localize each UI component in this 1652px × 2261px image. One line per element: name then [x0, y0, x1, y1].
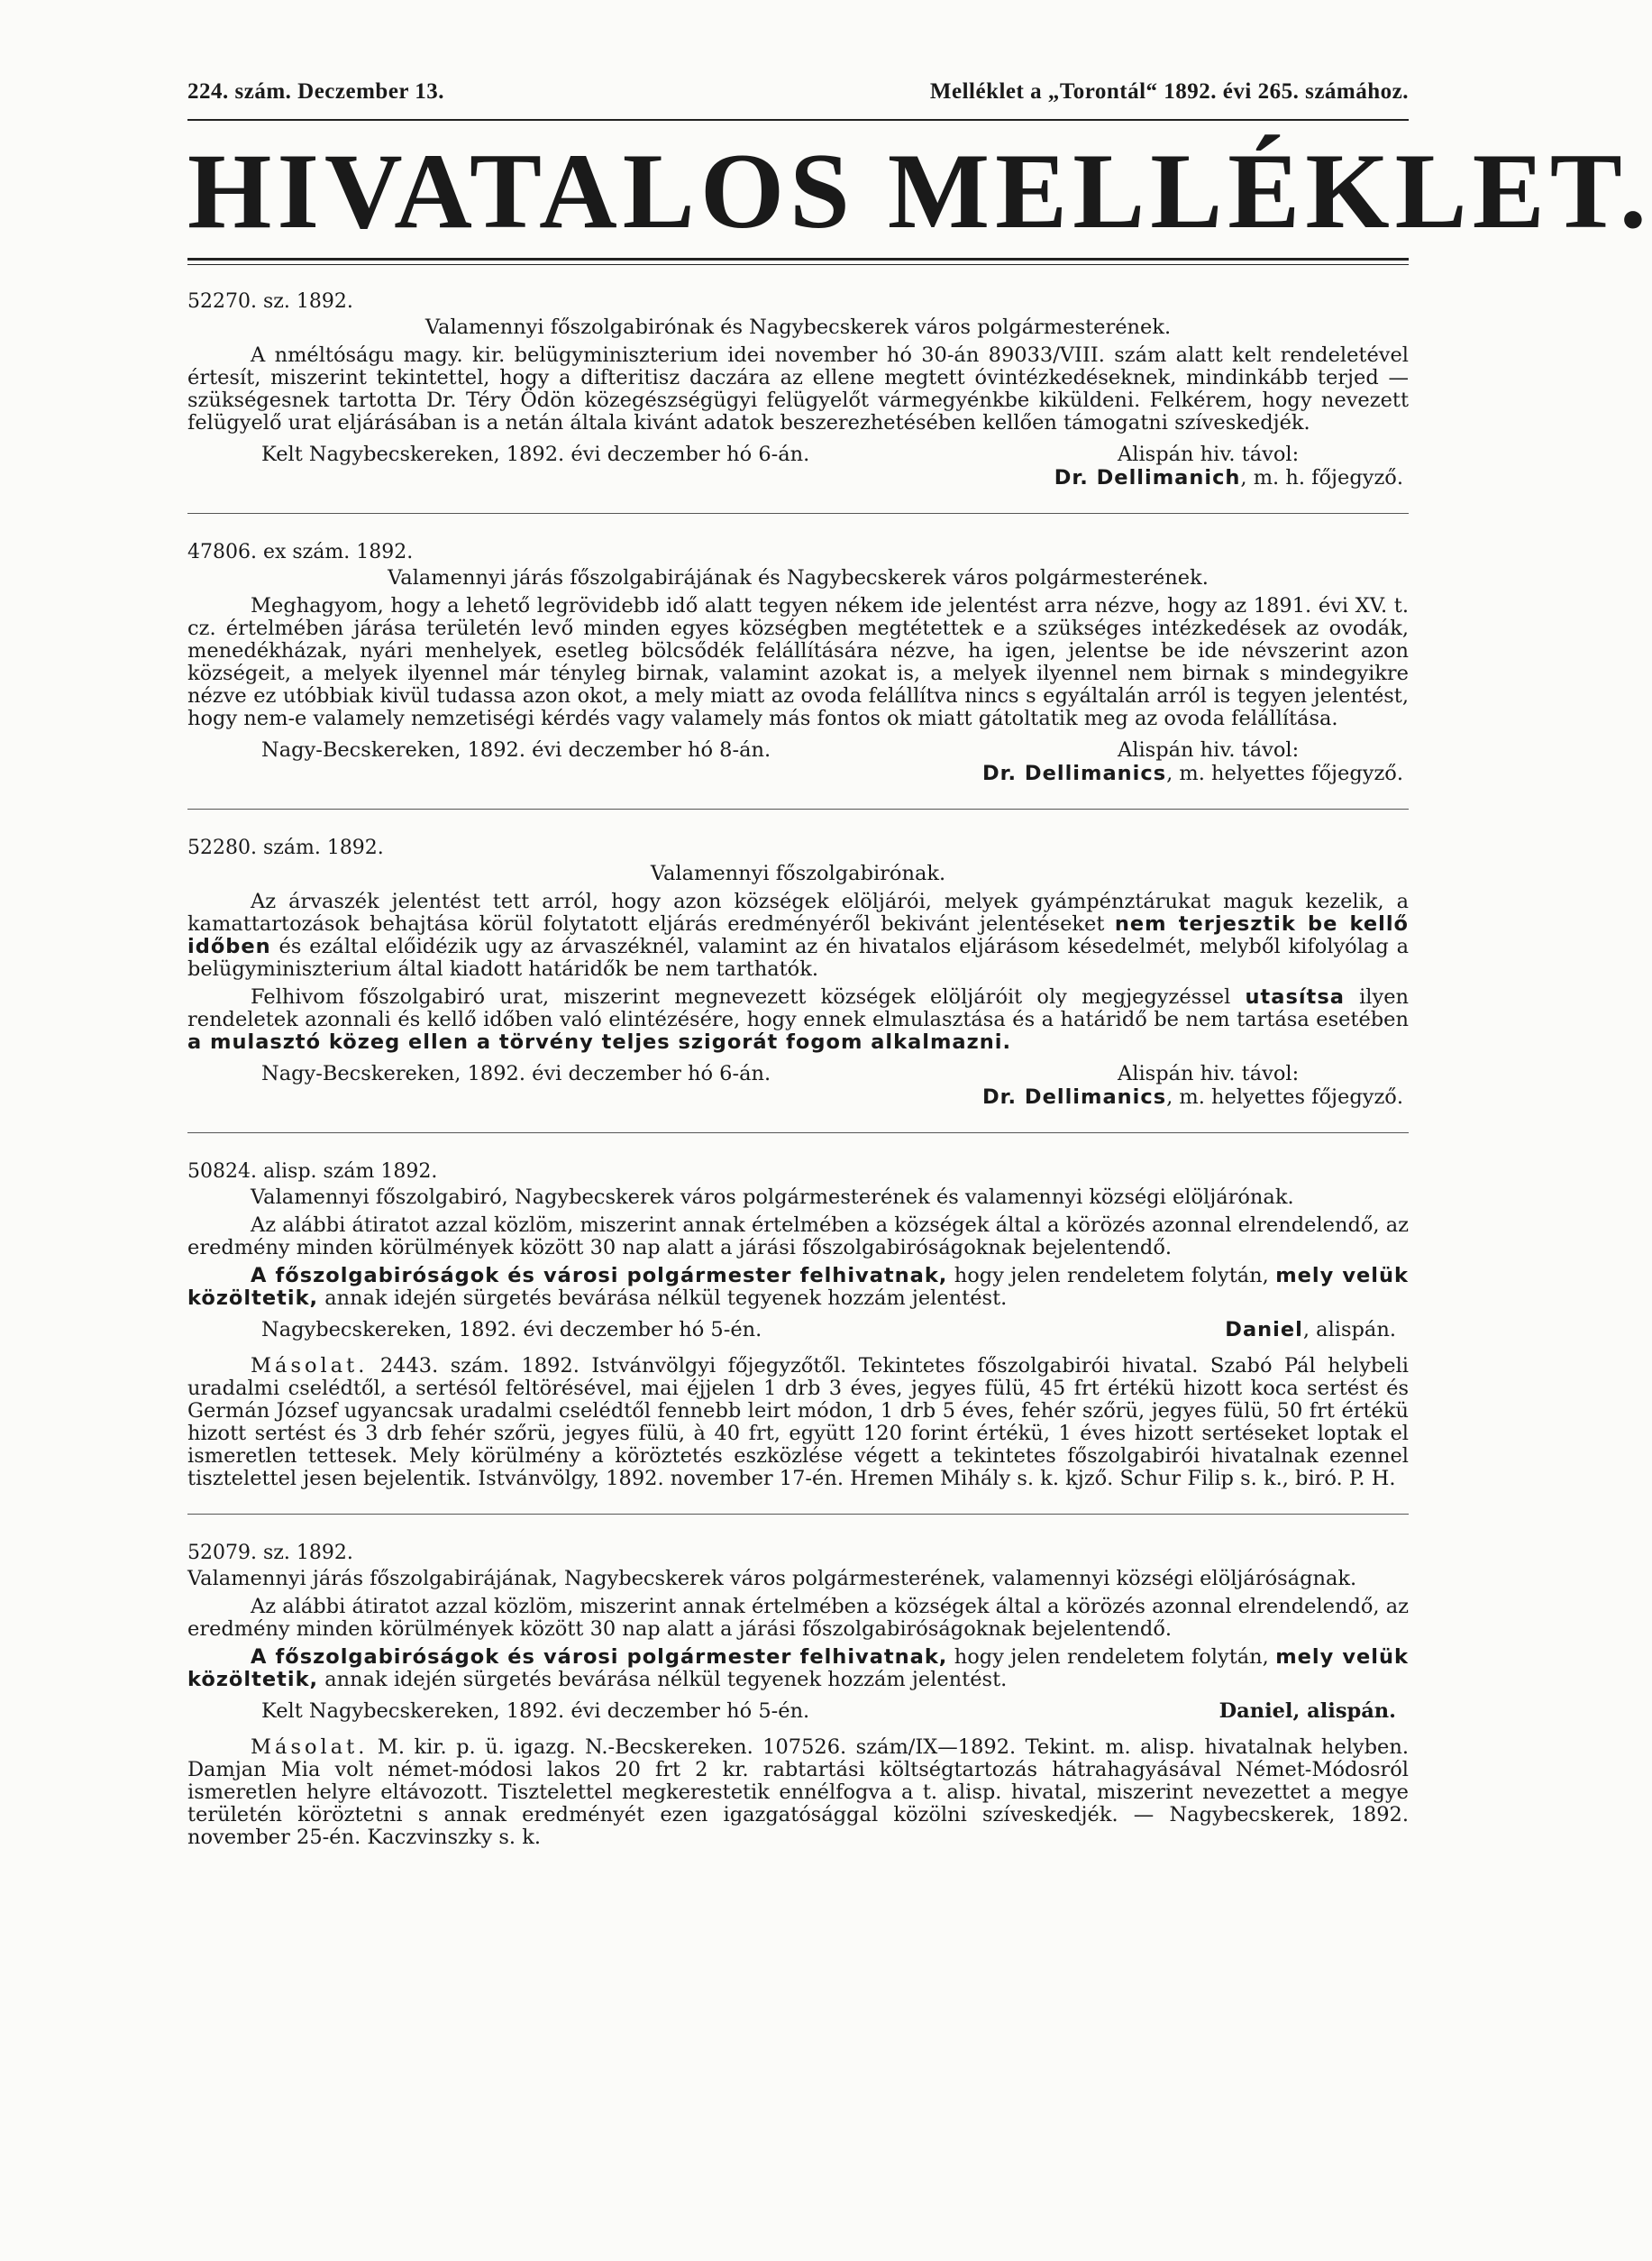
- body-emphasis: mely velük közöltetik,: [187, 1264, 1409, 1310]
- notice-dateline: [187, 1063, 1409, 1086]
- body-emphasis: utasítsa: [1245, 985, 1345, 1009]
- notice-date: Nagybecskereken, 1892. évi deczember hó 5-én.: [261, 1318, 762, 1341]
- signer-name: Daniel: [1225, 1318, 1303, 1341]
- signer-title: , m. h. főjegyző.: [1240, 466, 1403, 490]
- section-divider: [187, 809, 1409, 810]
- notice-date: Nagy-Becskereken, 1892. évi deczember hó 6-án.: [261, 1062, 771, 1085]
- signer-name: Dr. Dellimanics: [981, 762, 1167, 785]
- notice-date: Kelt Nagybecskereken, 1892. évi deczember hó 6-án.: [261, 443, 810, 466]
- signer-name: Dr. Dellimanich: [1054, 466, 1241, 490]
- notice-addressee: Valamennyi főszolgabiró, Nagybecskerek város polgármesterének és valamennyi községi elöljárónak.: [251, 1185, 1294, 1209]
- notice-body: [187, 1265, 1409, 1310]
- notice-reference: 52270. sz. 1892.: [187, 290, 353, 313]
- body-emphasis: a mulasztó közeg ellen a törvény teljes szigorát fogom alkalmazni.: [187, 1030, 1011, 1054]
- body-text: annak idején sürgetés bevárása nélkül tegyenek hozzám jelentést.: [318, 1668, 1008, 1691]
- notice-reference: 52280. szám. 1892.: [187, 837, 384, 859]
- notice-body: A nméltóságu magy. kir. belügyminiszterium idei november hó 30-án 89033/VIII. szám alatt kelt rendeletével értesít, miszerint tekintettel, hogy a difteritisz daczára az ellene megtett óvintézkedéseknek, mindinkább terjed — szükségesnek tartotta Dr. Téry Ödön közegészségügyi felügyelőt vármegyénkbe kiküldeni. Felkérem, hogy nevezett felügyelő urat eljárásában is a netán általa kivánt adatok beszerezhetésében kellően támogatni szíveskedjék.: [187, 343, 1409, 435]
- notice-addressee: Valamennyi főszolgabirónak.: [650, 862, 946, 885]
- notice-office: Alispán hiv. távol:: [1118, 738, 1300, 762]
- copy-text: [187, 1355, 1409, 1490]
- signer-title: , m. helyettes főjegyző.: [1166, 1085, 1403, 1109]
- body-emphasis: A főszolgabiróságok és városi polgármester felhivatnak,: [251, 1645, 948, 1669]
- notice-reference: 47806. ex szám. 1892.: [187, 541, 414, 563]
- notice-body: Meghagyom, hogy a lehető legrövidebb idő alatt tegyen nékem ide jelentést arra nézve, hogy az 1891. évi XV. t. cz. értelmében járása területén levő minden egyes községben megtétettek e a szükséges intézkedések az ovodák, menedékházak, nyári menhelyek, esetleg bölcsődék felállítására nézve, ha igen, jelentse be ide névszerint azon községeit, a melyek ilyennel már tényleg birnak, valamint azokat is, a melyek ilyennel nem birnak s mindegyikre nézve ez utóbbiak kivül tudassa azon okot, a mely miatt az ovoda felállítva nincs s egyáltalán arról is tegyen jelentést, hogy nem-e valamely nemzetiségi kérdés vagy valamely más fontos ok miatt gátoltatik meg az ovoda felállítása.: [187, 594, 1409, 730]
- body-text: hogy jelen rendeletem folytán,: [947, 1264, 1276, 1287]
- issue-header: [187, 79, 1409, 115]
- notice-52280: [187, 837, 1409, 1109]
- body-text: Felhivom főszolgabiró urat, miszerint megnevezett községek elöljáróit oly megjegyzéssel: [251, 985, 1246, 1009]
- section-divider: [187, 1514, 1409, 1515]
- copy-text: [187, 1736, 1409, 1849]
- notice-reference: 50824. alisp. szám 1892.: [187, 1160, 438, 1183]
- body-emphasis: nem terjesztik be kellő időben: [187, 912, 1409, 958]
- notice-signature: [187, 1086, 1409, 1109]
- notice-dateline: [187, 1700, 1409, 1724]
- body-emphasis: A főszolgabiróságok és városi polgármester felhivatnak,: [251, 1264, 948, 1287]
- notice-dateline: [187, 739, 1409, 763]
- body-text: ilyen rendeletek azonnali és kellő időben való elintézésére, hogy ennek elmulasztása és a határidő be nem tartása esetében: [187, 985, 1410, 1031]
- body-text: Az árvaszék jelentést tett arról, hogy azon községek elöljárói, melyek gyámpénztárukat maguk kezelik, a kamattartozások behajtása körül folytatott eljárás eredményéről bekivánt jelentéseket: [187, 890, 1409, 936]
- notice-addressee: Valamennyi járás főszolgabirájának és Nagybecskerek város polgármesterének.: [388, 566, 1209, 590]
- notice-date: Nagy-Becskereken, 1892. évi deczember hó 8-án.: [261, 738, 771, 762]
- notice-dateline: [187, 1319, 1409, 1342]
- notice-body: Az alábbi átiratot azzal közlöm, miszerint annak értelmében a községek által a körözés azonnal elrendelendő, az eredmény minden körülmények között 30 nap alatt a járási főszolgabiróságoknak bejelentendő.: [187, 1595, 1409, 1641]
- section-divider: [187, 513, 1409, 514]
- notice-dateline: [187, 444, 1409, 467]
- issue-number: 224. szám. Deczember 13.: [187, 79, 445, 104]
- notice-52270: [187, 290, 1409, 490]
- notice-47806: [187, 541, 1409, 785]
- notice-body: [187, 1646, 1409, 1691]
- notice-body: [187, 986, 1409, 1054]
- masthead-title: HIVATALOS MELLÉKLET.: [187, 131, 1652, 251]
- notice-signature: [187, 763, 1409, 785]
- notice-addressee: Valamennyi főszolgabirónak és Nagybecskerek város polgármesterének.: [424, 316, 1172, 339]
- body-text: és ezáltal előidézik ugy az árvaszéknél, valamint az én hivatalos eljárásom késedelmét, melyből kifolyólag a belügyminiszterium által kiadott határidők be nem tarthatók.: [187, 935, 1409, 981]
- notice-reference: 52079. sz. 1892.: [187, 1542, 353, 1564]
- masthead-rule: [187, 258, 1409, 265]
- document-page: [187, 0, 1652, 1870]
- notice-signature: [1225, 1319, 1396, 1341]
- notice-addressee: Valamennyi járás főszolgabirájának, Nagybecskerek város polgármesterének, valamennyi községi elöljáróságnak.: [187, 1567, 1357, 1590]
- notice-52079: [187, 1542, 1409, 1849]
- notice-signature: [187, 467, 1409, 490]
- copy-body: 2443. szám. 1892. Istvánvölgyi főjegyzőtől. Tekintetes főszolgabirói hivatal. Szabó Pál helybeli uradalmi cselédtől, a sertésól feltörésével, mai éjjelen 1 drb 3 éves, jegyes fülü, 45 frt értékü hizott koca sertést és Germán József ugyancsak uradalmi cselédtől fennebb leirt módon, 1 drb 5 éves, fehér szőrü, jegyes fülü, 50 frt értékü hizott sertést és 3 drb fehér szőrü, jegyes fülü, à 40 frt, együtt 120 forint értékü, 1 éves hizott sertéseket loptak el ismeretlen tettesek. Mely körülmény a köröztetés eszközlése végett a tekintetes főszolgabirói hivatalnak ezennel tisztelettel jesen bejelentik. Istvánvölgy, 1892. november 17-én. Hremen Mihály s. k. kjző. Schur Filip s. k., biró. P. H.: [187, 1354, 1409, 1490]
- notice-body: Az alábbi átiratot azzal közlöm, miszerint annak értelmében a községek által a körözés azonnal elrendelendő, az eredmény minden körülmények között 30 nap alatt a járási főszolgabiróságoknak bejelentendő.: [187, 1213, 1409, 1259]
- notice-body: [187, 891, 1409, 981]
- notice-office: Alispán hiv. távol:: [1118, 1062, 1300, 1085]
- section-divider: [187, 1132, 1409, 1133]
- supplement-note: Melléklet a „Torontál“ 1892. évi 265. számához.: [929, 79, 1409, 104]
- body-text: hogy jelen rendeletem folytán,: [947, 1645, 1276, 1669]
- copy-body: M. kir. p. ü. igazg. N.-Becskereken. 107526. szám/IX—1892. Tekint. m. alisp. hivatalnak helyben. Damjan Mia volt német-módosi lakos 20 frt 2 kr. rabtartási költségtartozás hátrahagyásával Német-Módosról ismeretlen helyre eltávozott. Tisztelettel megkerestetik ennélfogva a t. alisp. hivatal, miszerint nevezettet a megye területén köröztetni s annak eredményét ezen igazgatósággal közölni szíveskedjék. — Nagybecskerek, 1892. november 25-én. Kaczvinszky s. k.: [187, 1735, 1409, 1849]
- signer-title: , m. helyettes főjegyző.: [1166, 762, 1403, 785]
- notice-office: Alispán hiv. távol:: [1118, 443, 1300, 466]
- notice-50824: [187, 1160, 1409, 1490]
- notice-signature: Daniel, alispán.: [1218, 1699, 1396, 1723]
- copy-label: Másolat.: [251, 1735, 369, 1759]
- body-text: annak idején sürgetés bevárása nélkül tegyenek hozzám jelentést.: [318, 1286, 1008, 1310]
- signer-name: Dr. Dellimanics: [981, 1085, 1167, 1109]
- signer-title: , alispán.: [1302, 1318, 1396, 1341]
- copy-label: Másolat.: [251, 1354, 369, 1378]
- body-emphasis: mely velük közöltetik,: [187, 1645, 1409, 1691]
- notice-date: Kelt Nagybecskereken, 1892. évi deczember hó 5-én.: [261, 1699, 810, 1723]
- header-rule: [187, 119, 1409, 121]
